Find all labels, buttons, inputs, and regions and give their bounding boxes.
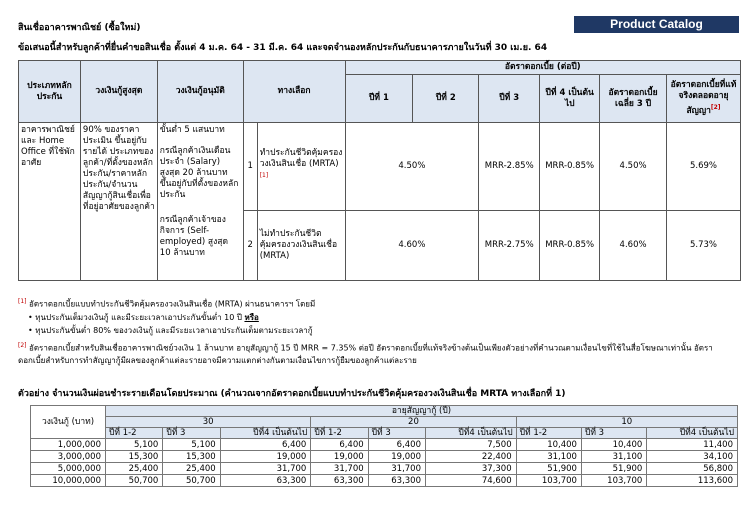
payment-cell: 34,100 [647, 451, 738, 463]
table-row [31, 463, 738, 475]
header-year4: ปีที่ 4 เป็นต้นไป [540, 75, 600, 123]
payment-cell: 103,700 [581, 475, 646, 487]
option-label: ทำประกันชีวิตคุ้มครองวงเงินสินเชื่อ (MRTA)[1] [257, 123, 345, 211]
header-loan-amount: วงเงินกู้ (บาท) [31, 406, 106, 439]
payment-cell: 56,800 [647, 463, 738, 475]
rate-year4: MRR-0.85% [540, 123, 600, 211]
payment-cell: 51,900 [516, 463, 581, 475]
table-row [31, 439, 738, 451]
footnote-1-bullet-2: • ทุนประกันขั้นต่ำ 80% ของวงเงินกู้ และมีระยะเวลาเอาประกันเต็มตามระยะเวลากู้ [28, 325, 313, 335]
offer-subtitle: ข้อเสนอนี้สำหรับลูกค้าที่ยื่นคำขอสินเชื่อ ตั้งแต่ 4 ม.ค. 64 - 31 มี.ค. 64 และจดจำนองหลักประกันกับธนาคารภายในวันที่ 30 เม.ย. 64 [18, 43, 548, 53]
example-title: ตัวอย่าง จำนวนเงินผ่อนชำระรายเดือนโดยประมาณ (คำนวณจากอัตราดอกเบี้ยแบบทำประกันชีวิตคุ้มครองวงเงินสินเชื่อ MRTA ทางเลือกที่ 1) [18, 389, 566, 399]
payment-cell: 31,700 [220, 463, 311, 475]
payment-cell: 6,400 [311, 439, 368, 451]
payment-cell: 19,000 [368, 451, 425, 463]
sub-header: ปีที่4 เป็นต้นไป [220, 428, 311, 439]
payment-cell: 31,700 [368, 463, 425, 475]
sub-header: ปีที่ 1-2 [516, 428, 581, 439]
payment-cell: 25,400 [106, 463, 163, 475]
payment-cell: 15,300 [106, 451, 163, 463]
sub-header: ปีที่ 1-2 [311, 428, 368, 439]
max-amount-cell: 90% ของราคาประเมิน ขึ้นอยู่กับรายได้ ประเภทของลูกค้า/ที่ตั้งของหลักประกัน/ราคาหลักประกัน/จำนวนสัญญากู้สินเชื่อเพื่อที่อยู่อาศัยของลูกค้า [80, 123, 157, 281]
interest-rate-table [18, 60, 741, 281]
payment-cell: 5,100 [163, 439, 220, 451]
payment-cell: 50,700 [163, 475, 220, 487]
payment-cell: 10,400 [516, 439, 581, 451]
payment-cell: 25,400 [163, 463, 220, 475]
payment-cell: 11,400 [647, 439, 738, 451]
monthly-payment-table [30, 405, 738, 487]
rate-year1-2: 4.50% [345, 123, 479, 211]
loan-amount-cell: 10,000,000 [31, 475, 106, 487]
header-avg3: อัตราดอกเบี้ยเฉลี่ย 3 ปี [600, 75, 667, 123]
footnote-1: [1] อัตราดอกเบี้ยแบบทำประกันชีวิตคุ้มครองวงเงินสินเชื่อ (MRTA) ผ่านธนาคารฯ โดยมี [18, 298, 316, 309]
rate-effective: 5.73% [667, 211, 741, 281]
payment-cell: 74,600 [426, 475, 517, 487]
loan-amount-cell: 5,000,000 [31, 463, 106, 475]
header-year3: ปีที่ 3 [479, 75, 540, 123]
payment-cell: 7,500 [426, 439, 517, 451]
sub-header: ปีที่ 3 [368, 428, 425, 439]
term-20: 20 [311, 417, 516, 428]
header-year2: ปีที่ 2 [413, 75, 479, 123]
loan-amount-cell: 1,000,000 [31, 439, 106, 451]
sub-header: ปีที่4 เป็นต้นไป [426, 428, 517, 439]
term-30: 30 [106, 417, 311, 428]
table-row [31, 451, 738, 463]
payment-cell: 19,000 [220, 451, 311, 463]
footnote-1-bullet-1: • ทุนประกันเต็มวงเงินกู้ และมีระยะเวลาเอาประกันขั้นต่ำ 10 ปี หรือ [28, 312, 259, 322]
payment-cell: 63,300 [368, 475, 425, 487]
payment-cell: 5,100 [106, 439, 163, 451]
collateral-cell: อาคารพาณิชย์ และ Home Office ที่ใช้พักอาศัย [19, 123, 81, 281]
payment-cell: 19,000 [311, 451, 368, 463]
payment-cell: 31,700 [311, 463, 368, 475]
payment-cell: 37,300 [426, 463, 517, 475]
payment-cell: 103,700 [516, 475, 581, 487]
product-catalog-badge: Product Catalog [574, 16, 739, 33]
approval-limit-cell: ขั้นต่ำ 5 แสนบาท กรณีลูกค้าเงินเดือนประจำ (Salary) สูงสุด 20 ล้านบาท ขึ้นอยู่กับที่ตั้งของหลักประกัน กรณีลูกค้าเจ้าของกิจการ (Self-employed) สูงสุด 10 ล้านบาท [157, 123, 243, 281]
header-approval-limit: วงเงินกู้อนุมัติ [157, 61, 243, 123]
payment-cell: 63,300 [311, 475, 368, 487]
rate-year4: MRR-0.85% [540, 211, 600, 281]
rate-avg3: 4.50% [600, 123, 667, 211]
sub-header: ปีที่4 เป็นต้นไป [647, 428, 738, 439]
payment-cell: 51,900 [581, 463, 646, 475]
payment-cell: 15,300 [163, 451, 220, 463]
payment-cell: 6,400 [368, 439, 425, 451]
option-number: 2 [243, 211, 257, 281]
sub-header: ปีที่ 3 [163, 428, 220, 439]
payment-cell: 22,400 [426, 451, 517, 463]
header-option: ทางเลือก [243, 61, 345, 123]
rate-effective: 5.69% [667, 123, 741, 211]
sub-header: ปีที่ 1-2 [106, 428, 163, 439]
term-10: 10 [516, 417, 737, 428]
header-rate-group: อัตราดอกเบี้ย (ต่อปี) [345, 61, 740, 75]
table-row [31, 475, 738, 487]
header-collateral: ประเภทหลักประกัน [19, 61, 81, 123]
payment-cell: 63,300 [220, 475, 311, 487]
payment-cell: 6,400 [220, 439, 311, 451]
loan-amount-cell: 3,000,000 [31, 451, 106, 463]
option-number: 1 [243, 123, 257, 211]
header-max-amount: วงเงินกู้สูงสุด [80, 61, 157, 123]
header-year1: ปีที่ 1 [345, 75, 413, 123]
header-effective: อัตราดอกเบี้ยที่แท้จริงตลอดอายุสัญญา[2] [667, 75, 741, 123]
payment-cell: 31,100 [516, 451, 581, 463]
payment-cell: 31,100 [581, 451, 646, 463]
rate-year1-2: 4.60% [345, 211, 479, 281]
footnotes [18, 295, 738, 367]
rate-year3: MRR-2.85% [479, 123, 540, 211]
rate-year3: MRR-2.75% [479, 211, 540, 281]
payment-cell: 10,400 [581, 439, 646, 451]
page-title: สินเชื่ออาคารพาณิชย์ (ซื้อใหม่) [18, 23, 141, 33]
header-term: อายุสัญญากู้ (ปี) [106, 406, 738, 417]
option-label: ไม่ทำประกันชีวิตคุ้มครองวงเงินสินเชื่อ (MRTA) [257, 211, 345, 281]
footnote-2: [2] อัตราดอกเบี้ยสำหรับสินเชื่ออาคารพาณิชย์วงเงิน 1 ล้านบาท อายุสัญญากู้ 15 ปี MRR = 7.35% ต่อปี อัตราดอกเบี้ยที่แท้จริงข้างต้นเป็นเพียงตัวอย่างที่คำนวณตามเงื่อนไขที่ใช้ในสื่อโฆษณาเท่านั้น อัตราดอกเบี้ยสำหรับการทำสัญญากู้มีผลของลูกค้าแต่ละรายอาจมีความแตกต่างกันตามเงื่อนไขการกู้ยืมของลูกค้าแต่ละราย [18, 341, 713, 366]
sub-header: ปีที่ 3 [581, 428, 646, 439]
payment-cell: 50,700 [106, 475, 163, 487]
payment-cell: 113,600 [647, 475, 738, 487]
rate-avg3: 4.60% [600, 211, 667, 281]
